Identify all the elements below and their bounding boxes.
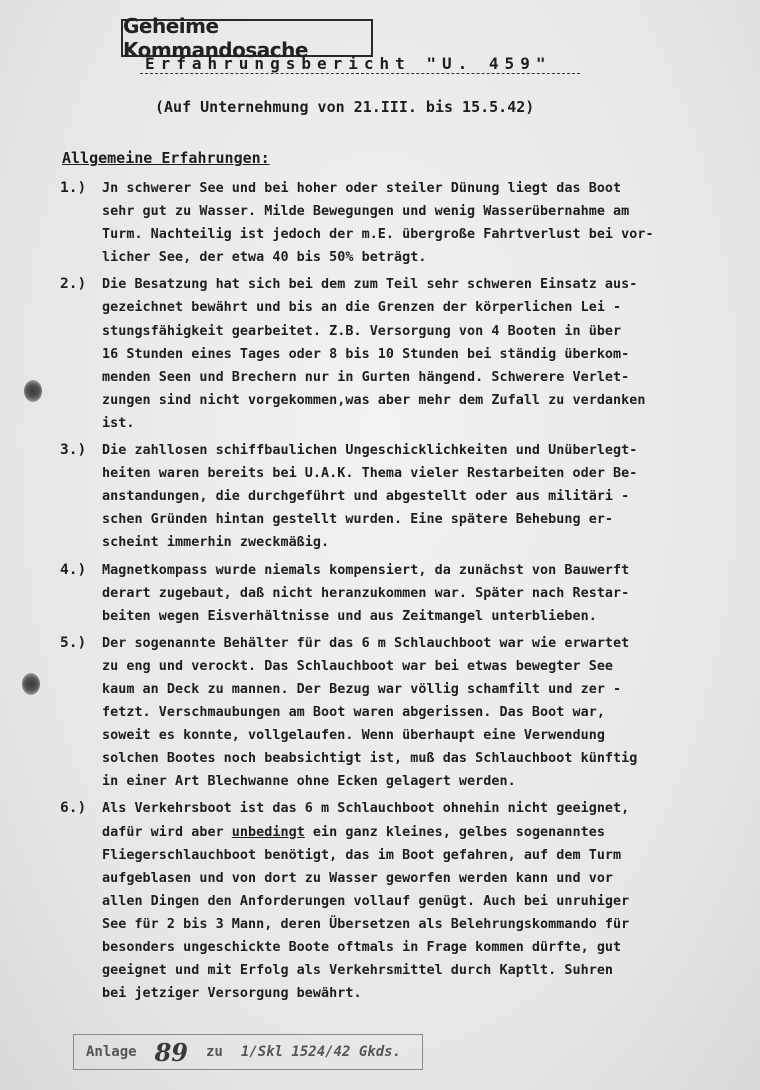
annex-label: Anlage — [86, 1044, 137, 1060]
text-line: Die Besatzung hat sich bei dem zum Teil sehr schweren Einsatz aus- — [102, 277, 638, 293]
text-line: sehr gut zu Wasser. Milde Bewegungen und wenig Wasserübernahme am — [102, 204, 630, 220]
list-item — [60, 439, 750, 554]
text-line: Jn schwerer See und bei hoher oder steiler Dünung liegt das Boot — [102, 181, 622, 196]
text-line: in einer Art Blechwanne ohne Ecken gelagert werden. — [102, 774, 516, 790]
text-line: scheint immerhin zweckmäßig. — [102, 535, 330, 551]
text-line: Als Verkehrsboot ist das 6 m Schlauchboot ohnehin nicht geeignet, — [102, 801, 630, 817]
text-line: kaum an Deck zu mannen. Der Bezug war völlig schamfilt und zer - — [102, 681, 622, 697]
text-line: Turm. Nachteilig ist jedoch der m.E. übergroße Fahrtverlust bei vor- — [102, 227, 654, 243]
section-heading: Allgemeine Erfahrungen: — [62, 149, 270, 167]
text-line: schen Gründen hintan gestellt wurden. Eine spätere Behebung er- — [102, 512, 614, 528]
text-line: bei jetziger Versorgung bewährt. — [102, 986, 362, 1002]
document-title: Erfahrungsbericht "U. 459" — [145, 54, 552, 73]
annex-connector: zu — [205, 1044, 223, 1060]
text-line: licher See, der etwa 40 bis 50% beträgt. — [102, 250, 427, 266]
list-item — [60, 273, 750, 435]
item-text — [102, 273, 750, 435]
text-line: heiten waren bereits bei U.A.K. Thema vieler Restarbeiten oder Be- — [102, 466, 638, 482]
text-line: zu eng und verockt. Das Schlauchboot war bei etwas bewegter See — [102, 658, 614, 674]
text-line: zungen sind nicht vorgekommen,was aber mehr dem Zufall zu verdanken — [102, 392, 646, 408]
text-line: geeignet und mit Erfolg als Verkehrsmittel durch Kaptlt. Suhren — [102, 963, 614, 979]
annex-number: 89 — [154, 1037, 188, 1067]
text-line: solchen Bootes noch beabsichtigt ist, muß das Schlauchboot künftig — [102, 751, 638, 767]
text-line: soweit es konnte, vollgelaufen. Wenn überhaupt eine Verwendung — [102, 728, 605, 744]
punch-hole — [24, 380, 42, 402]
item-number: 4.) — [60, 561, 87, 578]
item-text — [102, 439, 750, 554]
text-line: derart zugebaut, daß nicht heranzukommen war. Später nach Restar- — [102, 585, 630, 601]
text-line: 16 Stunden eines Tages oder 8 bis 10 Stunden bei ständig überkom- — [102, 346, 630, 362]
item-number: 5.) — [60, 634, 87, 651]
list-item — [60, 632, 750, 794]
numbered-list — [60, 177, 750, 1009]
classification-stamp: Geheime Kommandosache — [121, 19, 373, 57]
text-line: anstandungen, die durchgeführt und abgestellt oder aus militäri - — [102, 489, 630, 505]
text-line: allen Dingen den Anforderungen vollauf genügt. Auch bei unruhiger — [102, 893, 630, 909]
text-line: dafür wird aber unbedingt ein ganz kleines, gelbes sogenanntes — [102, 824, 605, 840]
text-line: gezeichnet bewährt und bis an die Grenzen der körperlichen Lei - — [102, 300, 622, 316]
item-text — [102, 797, 750, 1005]
text-line: Fliegerschlauchboot benötigt, das im Boot gefahren, auf dem Turm — [102, 847, 622, 863]
item-text — [102, 559, 750, 628]
text-line: stungsfähigkeit gearbeitet. Z.B. Versorgung von 4 Booten in über — [102, 323, 622, 339]
text-line: Die zahllosen schiffbaulichen Ungeschicklichkeiten und Unüberlegt- — [102, 443, 638, 459]
item-number: 6.) — [60, 800, 87, 817]
text-line: aufgeblasen und von dort zu Wasser geworfen werden kann und vor — [102, 870, 614, 886]
title-underline — [140, 73, 580, 74]
item-text — [102, 632, 750, 794]
text-line: fetzt. Verschmaubungen am Boot waren abgerissen. Das Boot war, — [102, 705, 605, 721]
list-item — [60, 177, 750, 269]
annex-stamp — [73, 1034, 423, 1070]
item-text — [102, 177, 750, 269]
text-line: Magnetkompass wurde niemals kompensiert, da zunächst von Bauwerft — [102, 562, 630, 578]
list-item — [60, 797, 750, 1005]
text-line: besonders ungeschickte Boote oftmals in Frage kommen dürfte, gut — [102, 940, 622, 955]
text-line: menden Seen und Brechern nur in Gurten hängend. Schwerere Verlet- — [102, 369, 630, 385]
document-subtitle: (Auf Unternehmung von 21.III. bis 15.5.42) — [155, 98, 535, 116]
text-line: Der sogenannte Behälter für das 6 m Schlauchboot war wie erwartet — [102, 635, 630, 651]
list-item — [60, 559, 750, 628]
text-line: beiten wegen Eisverhältnisse und aus Zeitmangel unterblieben. — [102, 608, 597, 624]
text-line: See für 2 bis 3 Mann, deren Übersetzen als Belehrungskommando für — [102, 916, 630, 932]
item-number: 2.) — [60, 276, 87, 293]
text-line: ist. — [102, 415, 135, 431]
underlined-word: unbedingt — [231, 824, 305, 840]
punch-hole — [22, 673, 40, 695]
item-number: 3.) — [60, 442, 87, 459]
annex-reference: 1/Skl 1524/42 Gkds. — [240, 1044, 401, 1060]
item-number: 1.) — [60, 180, 87, 196]
